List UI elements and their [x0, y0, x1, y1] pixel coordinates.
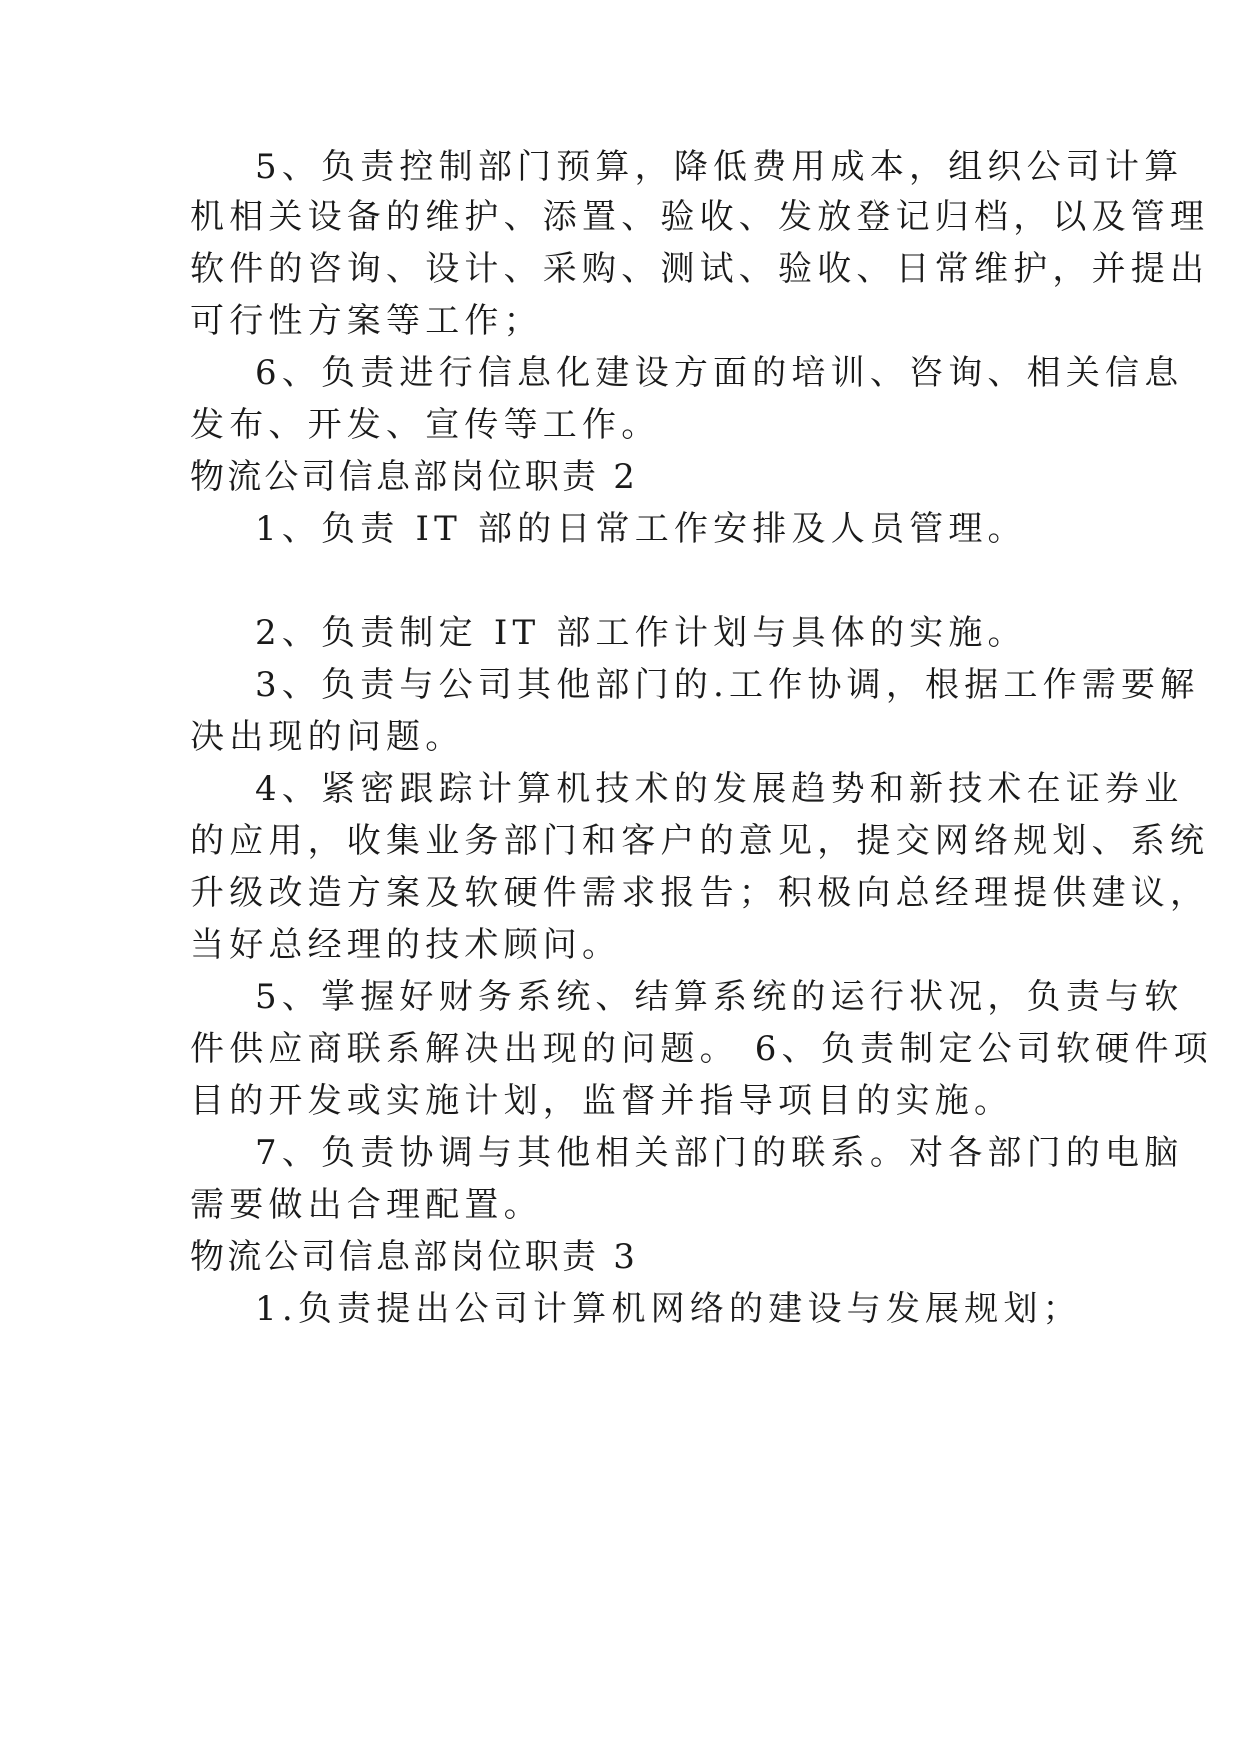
text-line: 当好总经理的技术顾问。 — [190, 925, 622, 965]
text-line: 7、负责协调与其他相关部门的联系。对各部门的电脑 — [255, 1133, 1184, 1173]
text-line: 软件的咨询、设计、采购、测试、验收、日常维护，并提出 — [190, 249, 1210, 289]
text-line: 5、负责控制部门预算，降低费用成本，组织公司计算 — [255, 147, 1184, 187]
text-line: 3、负责与公司其他部门的.工作协调，根据工作需要解 — [255, 665, 1200, 705]
text-line: 1.负责提出公司计算机网络的建设与发展规划； — [255, 1289, 1082, 1329]
text-line: 件供应商联系解决出现的问题。 6、负责制定公司软硬件项 — [190, 1029, 1213, 1069]
text-line: 机相关设备的维护、添置、验收、发放登记归档，以及管理 — [190, 197, 1210, 237]
text-line: 4、紧密跟踪计算机技术的发展趋势和新技术在证券业 — [255, 769, 1184, 809]
text-line: 目的开发或实施计划，监督并指导项目的实施。 — [190, 1081, 1014, 1121]
section-heading: 物流公司信息部岗位职责 3 — [190, 1237, 639, 1277]
text-line: 5、掌握好财务系统、结算系统的运行状况，负责与软 — [255, 977, 1184, 1017]
text-line: 升级改造方案及软硬件需求报告；积极向总经理提供建议， — [190, 873, 1210, 913]
text-line: 决出现的问题。 — [190, 717, 465, 757]
text-line: 1、负责 IT 部的日常工作安排及人员管理。 — [255, 509, 1027, 549]
section-heading: 物流公司信息部岗位职责 2 — [190, 457, 639, 497]
text-line: 2、负责制定 IT 部工作计划与具体的实施。 — [255, 613, 1027, 653]
text-line: 可行性方案等工作； — [190, 301, 543, 341]
text-line: 发布、开发、宣传等工作。 — [190, 405, 661, 445]
text-line: 需要做出合理配置。 — [190, 1185, 543, 1225]
text-line: 的应用，收集业务部门和客户的意见，提交网络规划、系统 — [190, 821, 1210, 861]
text-line: 6、负责进行信息化建设方面的培训、咨询、相关信息 — [255, 353, 1184, 393]
